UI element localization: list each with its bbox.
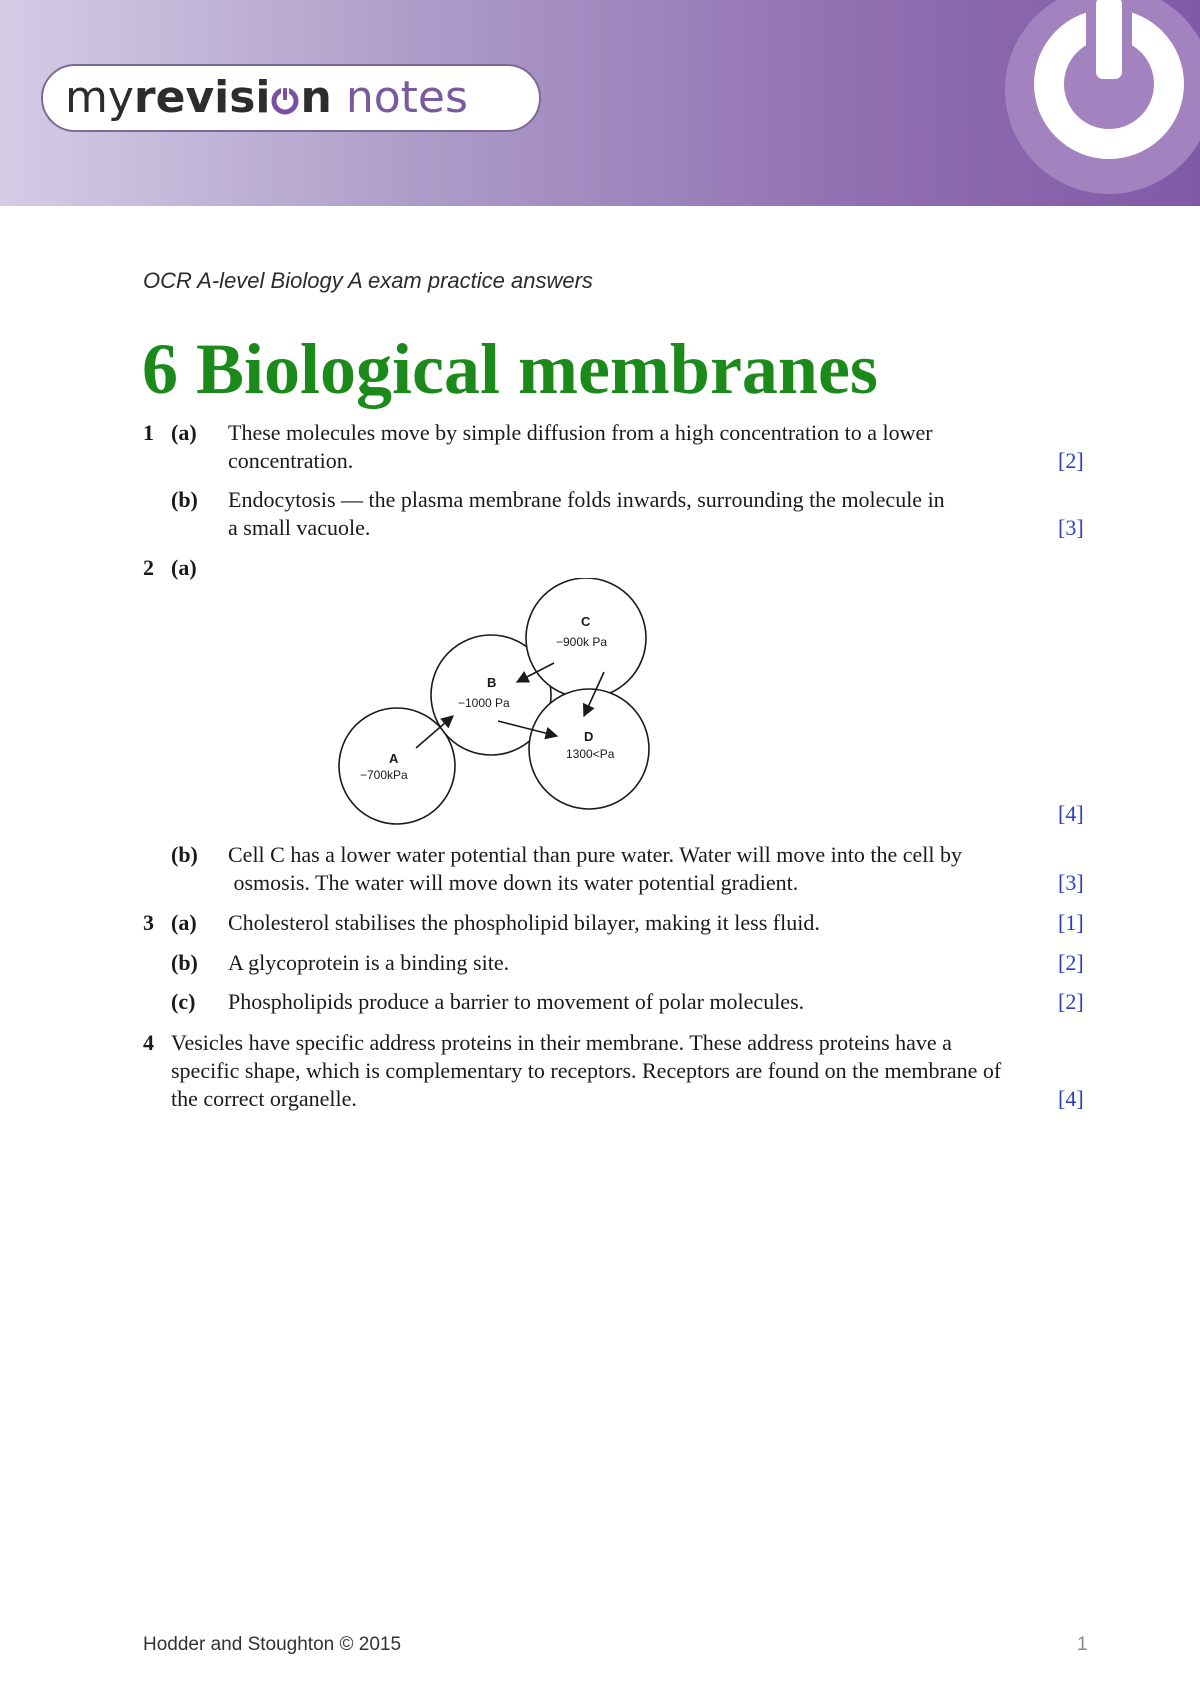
answer-line: concentration. xyxy=(228,448,354,473)
answer-line: specific shape, which is complementary to receptors. Receptors are found on the membrane of xyxy=(171,1058,1002,1083)
question-number: 4 xyxy=(143,1030,154,1055)
part-label: (c) xyxy=(171,989,196,1014)
marks: [4] xyxy=(1058,1086,1084,1111)
water-potential-diagram xyxy=(330,578,660,828)
answer-line: Endocytosis — the plasma membrane folds inwards, surrounding the molecule in xyxy=(228,487,945,512)
cell-d-label: D xyxy=(584,729,594,744)
answer-text xyxy=(171,1029,1051,1113)
answer-line: A glycoprotein is a binding site. xyxy=(228,950,510,975)
logo-wordmark xyxy=(65,69,468,127)
page-number: 1 xyxy=(1077,1634,1088,1655)
cell-a-potential: −700kPa xyxy=(360,768,408,782)
logo-word-revision-part1: revisi xyxy=(133,72,271,123)
part-label: (b) xyxy=(171,487,198,512)
marks: [4] xyxy=(1058,801,1084,826)
marks: [2] xyxy=(1058,950,1084,975)
question-number: 3 xyxy=(143,910,154,935)
marks: [2] xyxy=(1058,448,1084,473)
cell-d-potential: 1300<Pa xyxy=(566,747,615,761)
answer-text xyxy=(228,841,1028,897)
logo-word-my: my xyxy=(65,72,134,123)
logo-word-notes: notes xyxy=(345,72,468,123)
answer-line: Cell C has a lower water potential than pure water. Water will move into the cell by xyxy=(228,842,962,867)
logo-word-revision xyxy=(134,72,332,123)
answer-text xyxy=(228,949,1028,977)
power-badge-icon xyxy=(1003,0,1200,196)
header-banner xyxy=(0,0,1200,206)
cell-c-label: C xyxy=(581,614,591,629)
marks: [2] xyxy=(1058,989,1084,1014)
logo-word-revision-part2: n xyxy=(300,72,332,123)
answer-line: Vesicles have specific address proteins in their membrane. These address proteins have a xyxy=(171,1030,952,1055)
answer-line: a small vacuole. xyxy=(228,515,371,540)
cell-c-potential: −900k Pa xyxy=(556,635,608,649)
brand-logo xyxy=(41,64,541,132)
page-title: 6 Biological membranes xyxy=(142,329,878,409)
cell-a xyxy=(339,708,455,824)
cell-b-label: B xyxy=(487,675,497,690)
answer-text xyxy=(228,486,1028,542)
footer-copyright: Hodder and Stoughton © 2015 xyxy=(143,1634,402,1655)
part-label: (b) xyxy=(171,842,198,867)
part-label: (a) xyxy=(171,910,197,935)
question-number: 2 xyxy=(143,555,154,580)
question-number: 1 xyxy=(143,420,154,445)
marks: [3] xyxy=(1058,515,1084,540)
cell-b-potential: −1000 Pa xyxy=(458,696,510,710)
part-label: (b) xyxy=(171,950,198,975)
cell-a-label: A xyxy=(389,751,399,766)
answer-text xyxy=(228,988,1028,1016)
answer-line: Phospholipids produce a barrier to movement of polar molecules. xyxy=(228,989,805,1014)
answer-line: These molecules move by simple diffusion from a high concentration to a lower xyxy=(228,420,933,445)
part-label: (a) xyxy=(171,555,197,580)
answer-line: the correct organelle. xyxy=(171,1086,357,1111)
part-label: (a) xyxy=(171,420,197,445)
answer-line: osmosis. The water will move down its water potential gradient. xyxy=(228,870,799,895)
answer-line: Cholesterol stabilises the phospholipid bilayer, making it less fluid. xyxy=(228,910,820,935)
document-subtitle: OCR A-level Biology A exam practice answers xyxy=(143,268,593,293)
marks: [1] xyxy=(1058,910,1084,935)
marks: [3] xyxy=(1058,870,1084,895)
power-icon xyxy=(270,85,300,115)
answer-text xyxy=(228,909,1028,937)
answer-text xyxy=(228,419,1028,475)
